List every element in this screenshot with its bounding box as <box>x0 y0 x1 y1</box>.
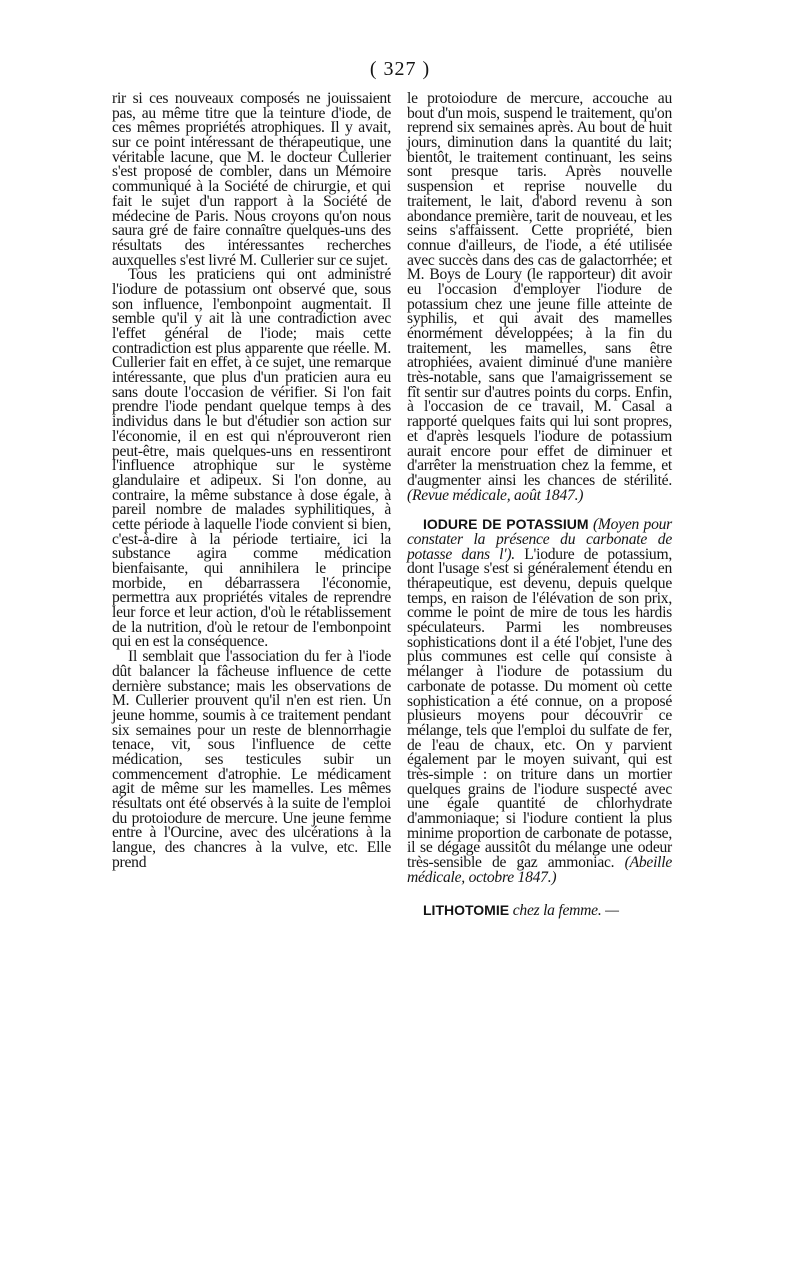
paragraph <box>407 92 672 503</box>
article-lithotomie <box>407 903 672 919</box>
paragraph: Il semblait que l'association du fer à l'iode dût balancer la fâcheuse influence de cette dernière substance; mais les observations de M. Cullerier prouvent qu'il n'en est rien. Un jeune homme, soumis à ce traitement pendant six semaines pour un reste de blennorrhagie tenace, vit, sous l'influence de cette médication, ses testicules subir un commencement d'atrophie. Le médicament agit de même sur les mamelles. Les mêmes résultats ont été observés à la suite de l'emploi du protoiodure de mercure. Une jeune femme entre à l'Ourcine, avec des ulcérations à la langue, des chancres à la vulve, etc. Elle prend <box>112 648 391 871</box>
page-number: ( 327 ) <box>369 58 431 80</box>
article-iodure <box>407 517 672 885</box>
article-heading: IODURE DE POTASSIUM <box>423 516 589 533</box>
article-heading: LITHOTOMIE <box>423 902 510 919</box>
right-column <box>407 92 672 919</box>
left-column <box>112 92 391 870</box>
citation: (Revue médicale, août 1847.) <box>407 486 584 504</box>
paragraph: rir si ces nouveaux composés ne jouissaient pas, au même titre que la teinture d'iode, de ces mêmes propriétés atrophiques. Il y avait, sur ce point intéressant de thérapeutique, une véritable lacune, que M. le docteur Cullerier s'est proposé de combler, dans un Mémoire communiqué à la Société de chirurgie, et qui fait le sujet d'un rapport à la Société de médecine de Paris. Nous croyons qu'on nous saura gré de faire connaître quelques-uns des résultats des intéressantes recherches auxquelles s'est livré M. Cullerier sur ce sujet. <box>112 90 391 269</box>
paragraph-text: le protoiodure de mercure, accouche au bout d'un mois, suspend le traitement, qu'on reprend six semaines après. Au bout de huit jours, diminution dans la quantité du lait; bientôt, le traitement continuant, les seins sont presque taris. Après nouvelle suspension et reprise nouvelle du traitement, le lait, d'abord revenu à son abondance première, tarit de nouveau, et les seins s'affaissent. Cette propriété, bien connue d'ailleurs, de l'iode, a été utilisée avec succès dans des cas de galactorrhée; et M. Boys de Loury (le rapporteur) dit avoir eu l'occasion d'employer l'iodure de potassium chez une jeune fille atteinte de syphilis, et qui avait des mamelles énormément développées; à la fin du traitement, les mamelles, sans être atrophiées, avaient diminué d'une manière très-notable, sans que l'amaigrissement se fît sentir sur d'autres points du corps. Enfin, à l'occasion de ce travail, M. Casal a rapporté quelques faits qui lui sont propres, et d'après lesquels l'iodure de potassium aurait encore pour effet de diminuer et d'arrêter la menstruation chez la femme, et d'augmenter ainsi les chances de stérilité. <box>407 90 672 489</box>
citation: (Abeille médicale, octobre 1847.) <box>407 854 672 886</box>
article-subheading: (Moyen pour constater la présence du carbonate de potasse dans l'). <box>407 516 672 563</box>
article-subheading: chez la femme. — <box>512 902 619 920</box>
article-text: L'iodure de potassium, dont l'usage s'est si généralement étendu en thérapeutique, est devenu, depuis quelque temps, en raison de l'élévation de son prix, comme le point de mire de tous les hardis spéculateurs. Parmi les nombreuses sophistications dont il a été l'objet, l'une des plus communes est celle qui consiste à mélanger à l'iodure de potassium du carbonate de potasse. Du moment où cette sophistication a été connue, on a proposé plusieurs moyens pour découvrir ce mélange, tels que l'emploi du sulfate de fer, de l'eau de chaux, etc. On y parvient également par le moyen suivant, qui est très-simple : on triture dans un mortier quelques grains de l'iodure suspecté avec une égale quantité de chlorhydrate d'ammoniaque; si l'iodure contient la plus minime proportion de carbonate de potasse, il se dégage aussitôt du mélange une odeur très-sensible de gaz ammoniac. <box>407 545 672 872</box>
paragraph: Tous les praticiens qui ont administré l'iodure de potassium ont observé que, sous son influence, l'embonpoint augmentait. Il semble qu'il y ait là une contradiction avec l'effet général de l'iode; mais cette contradiction est plus apparente que réelle. M. Cullerier fait en effet, à ce sujet, une remarque intéressante, que plus d'un praticien aura eu sans doute l'occasion de vérifier. Si l'on fait prendre l'iode pendant quelque temps à des individus dans le but d'étudier son action sur l'économie, il en est qui n'éprouveront rien peut-être, mais quelques-uns en ressentiront l'influence atrophique sur le système glandulaire et adipeux. Si l'on donne, au contraire, la même substance à dose égale, à pareil nombre de malades syphilitiques, à cette période à laquelle l'iode convient si bien, c'est-à-dire à la période tertiaire, ici la substance agira comme médication bienfaisante, qui annihilera le principe morbide, en débarrassera l'économie, permettra aux propriétés vitales de reprendre leur force et leur action, d'où le rétablissement de la nutrition, d'où le retour de l'embonpoint qui en est la conséquence. <box>112 266 391 651</box>
